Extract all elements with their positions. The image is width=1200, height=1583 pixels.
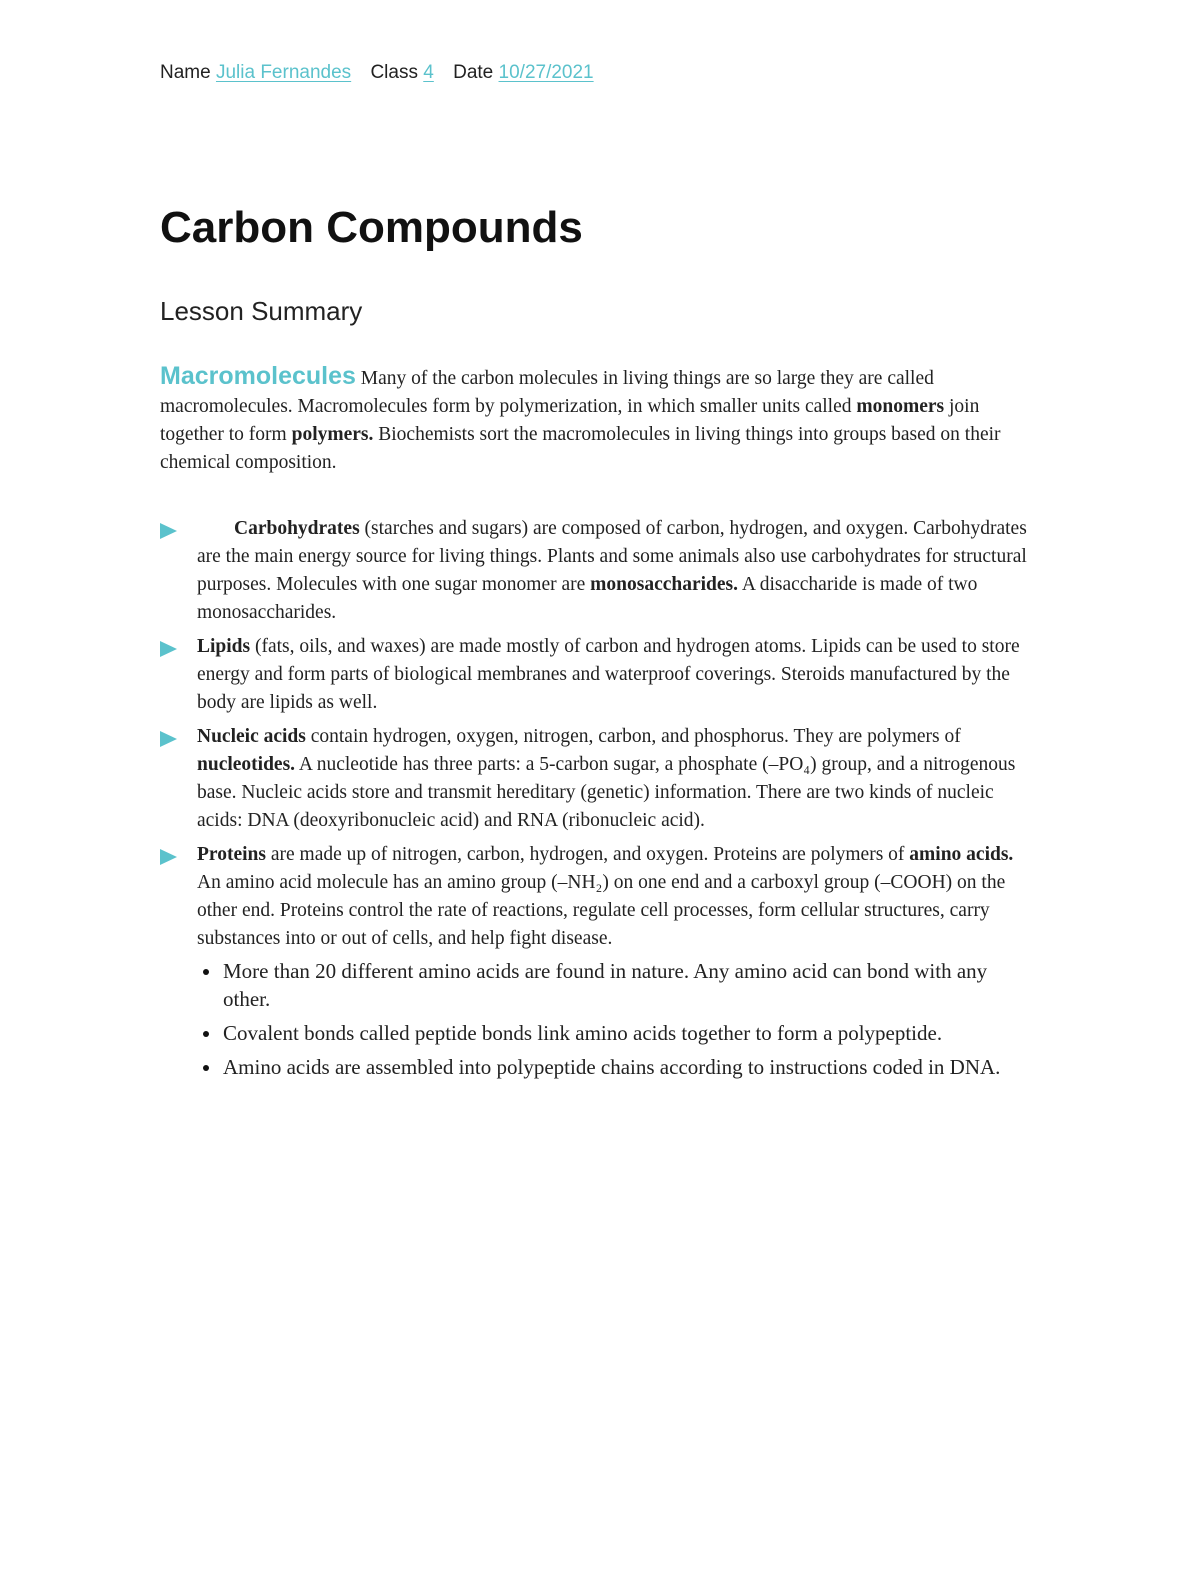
page-subtitle: Lesson Summary <box>160 296 363 326</box>
topic-term: Proteins <box>197 844 266 865</box>
topic-bold: nucleotides. <box>197 754 296 775</box>
term-monomers: monomers <box>856 396 945 417</box>
topic-nucleic-acids <box>160 723 1032 835</box>
topic-text: (fats, oils, and waxes) are made mostly of carbon and hydrogen atoms. Lipids can be used to store energy and form parts of biological membranes and waterproof coverings. Steroids manufactured by the body are lipids as well. <box>197 636 1020 713</box>
intro-text: Many of the carbon molecules in living things are so large they are called macromolecules. Macromolecules form by polymerization, in which smaller units called <box>160 368 934 417</box>
class-value: 4 <box>423 62 434 83</box>
list-item: Covalent bonds called peptide bonds link amino acids together to form a polypeptide. <box>197 1019 1032 1047</box>
topic-lipids <box>160 633 1032 717</box>
topic-text: are made up of nitrogen, carbon, hydrogen, and oxygen. Proteins are polymers of <box>265 844 910 865</box>
triangle-right-icon <box>160 731 177 747</box>
list-item: Amino acids are assembled into polypeptide chains according to instructions coded in DNA. <box>197 1053 1032 1081</box>
topic-text: A disaccharide is made of two monosaccharides. <box>197 574 978 623</box>
date-label: Date <box>453 62 494 83</box>
topic-term: Nucleic acids <box>197 726 306 747</box>
topic-text: An amino acid molecule has an amino group (–NH₂) on one end and a carboxyl group (–COOH) on the other end. Proteins control the rate of reactions, regulate cell processes, form cellular structures, carry substances into or out of cells, and help fight disease. <box>197 872 1006 949</box>
macromolecule-list <box>160 515 1032 1087</box>
triangle-right-icon <box>160 641 177 657</box>
date-value: 10/27/2021 <box>498 62 594 83</box>
student-info-line <box>160 62 594 84</box>
topic-text: A nucleotide has three parts: a 5-carbon sugar, a phosphate (–PO₄) group, and a nitrogenous base. Nucleic acids store and transmit hereditary (genetic) information. There are two kinds of nucleic acids: DNA (deoxyribonucleic acid) and RNA (ribonucleic acid). <box>197 754 1016 831</box>
page-title: Carbon Compounds <box>160 203 583 252</box>
intro-text: join together to form <box>160 396 980 445</box>
triangle-right-icon <box>160 523 177 539</box>
list-item: More than 20 different amino acids are found in nature. Any amino acid can bond with any other. <box>197 957 1032 1013</box>
topic-term: Lipids <box>197 636 251 657</box>
name-label: Name <box>160 62 211 83</box>
topic-text: contain hydrogen, oxygen, nitrogen, carbon, and phosphorus. They are polymers of <box>305 726 961 747</box>
topic-term: Carbohydrates <box>234 518 360 539</box>
topic-bold: monosaccharides. <box>590 574 739 595</box>
triangle-right-icon <box>160 849 177 865</box>
intro-paragraph <box>160 362 1030 477</box>
topic-text: (starches and sugars) are composed of carbon, hydrogen, and oxygen. Carbohydrates are the main energy source for living things. Plants and some animals also use carbohydrates for structural purposes. Molecules with one sugar monomer are <box>197 518 1027 595</box>
section-heading: Macromolecules <box>160 362 356 390</box>
term-polymers: polymers. <box>291 424 374 445</box>
protein-facts-list <box>197 957 1032 1081</box>
topic-proteins <box>160 841 1032 1081</box>
topic-carbohydrates <box>160 515 1032 627</box>
topic-bold: amino acids. <box>909 844 1014 865</box>
name-value: Julia Fernandes <box>215 62 352 83</box>
class-label: Class <box>370 62 418 83</box>
intro-text: Biochemists sort the macromolecules in living things into groups based on their chemical composition. <box>160 424 1001 473</box>
